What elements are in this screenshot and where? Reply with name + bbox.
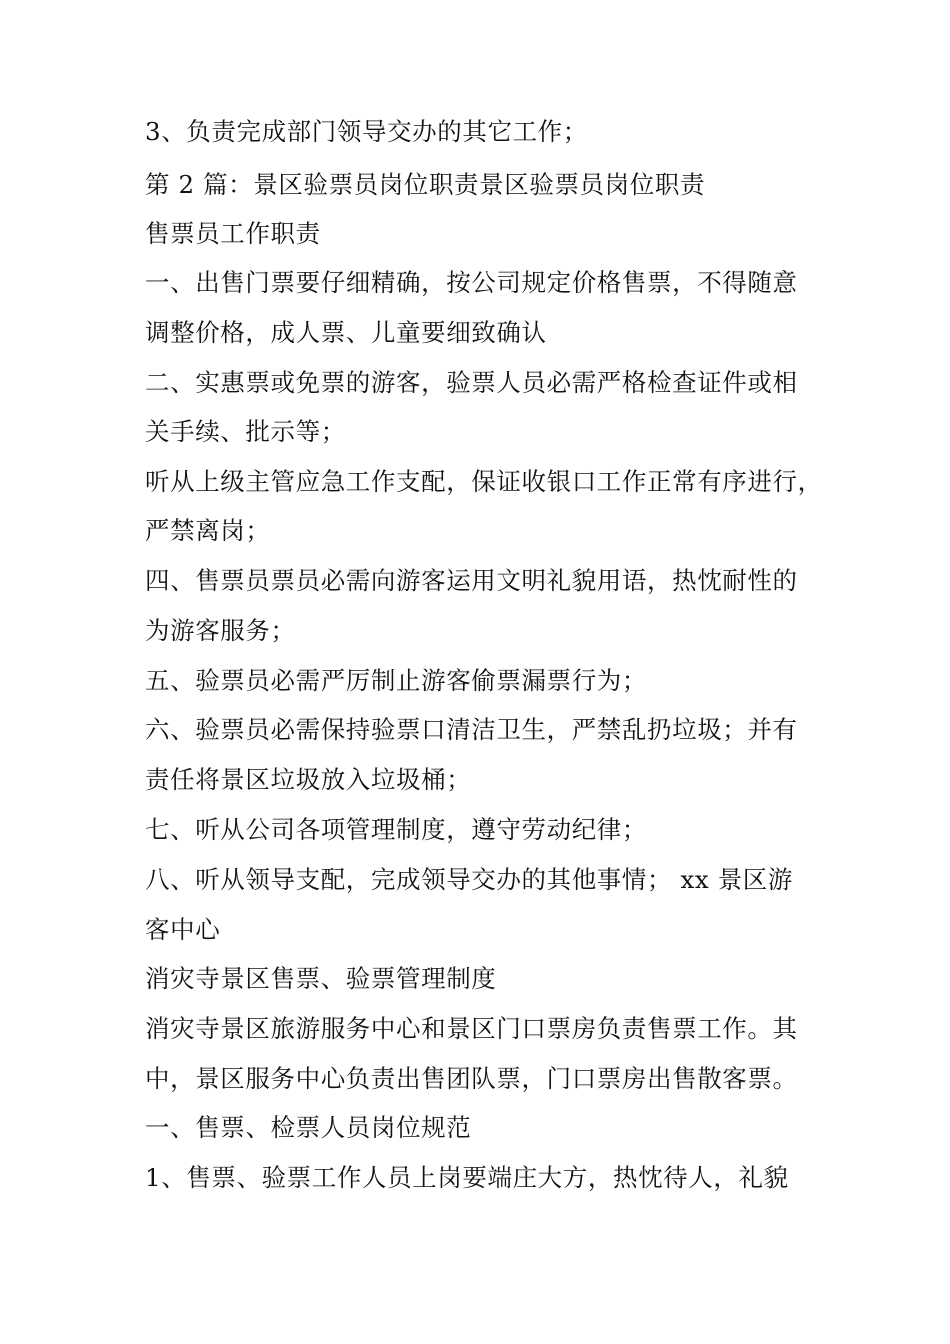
text-line: 关手续、批示等； bbox=[145, 417, 346, 446]
sub-heading: 售票员工作职责 bbox=[145, 219, 321, 248]
text-line: 严禁离岗； bbox=[145, 516, 271, 545]
section-heading: 消灾寺景区售票、验票管理制度 bbox=[145, 964, 497, 993]
text-line: 责任将景区垃圾放入垃圾桶； bbox=[145, 765, 472, 794]
text-line: 为游客服务； bbox=[145, 616, 296, 645]
text-line: 听从上级主管应急工作支配，保证收银口工作正常有序进行， bbox=[145, 467, 823, 496]
text-line: 五、验票员必需严厉制止游客偷票漏票行为； bbox=[145, 666, 647, 695]
text-line: 二、实惠票或免票的游客，验票人员必需严格检查证件或相 bbox=[145, 368, 798, 397]
text-line: 七、听从公司各项管理制度，遵守劳动纪律； bbox=[145, 815, 647, 844]
text-line: 八、听从领导支配，完成领导交办的其他事情； xx 景区游 bbox=[145, 865, 794, 894]
text-line: 六、验票员必需保持验票口清洁卫生，严禁乱扔垃圾；并有 bbox=[145, 715, 798, 744]
text-line: 1、售票、验票工作人员上岗要端庄大方，热忱待人，礼貌 bbox=[145, 1163, 789, 1192]
text-line: 中，景区服务中心负责出售团队票，门口票房出售散客票。 bbox=[145, 1064, 798, 1093]
section-heading: 第 2 篇：景区验票员岗位职责景区验票员岗位职责 bbox=[145, 170, 706, 199]
text-line: 客中心 bbox=[145, 915, 221, 944]
text-line: 一、出售门票要仔细精确，按公司规定价格售票，不得随意 bbox=[145, 268, 798, 297]
sub-heading: 一、售票、检票人员岗位规范 bbox=[145, 1113, 472, 1142]
text-line: 3、负责完成部门领导交办的其它工作； bbox=[145, 117, 588, 146]
text-line: 消灾寺景区旅游服务中心和景区门口票房负责售票工作。其 bbox=[145, 1014, 798, 1043]
text-line: 四、售票员票员必需向游客运用文明礼貌用语，热忱耐性的 bbox=[145, 566, 798, 595]
text-line: 调整价格，成人票、儿童要细致确认 bbox=[145, 318, 547, 347]
